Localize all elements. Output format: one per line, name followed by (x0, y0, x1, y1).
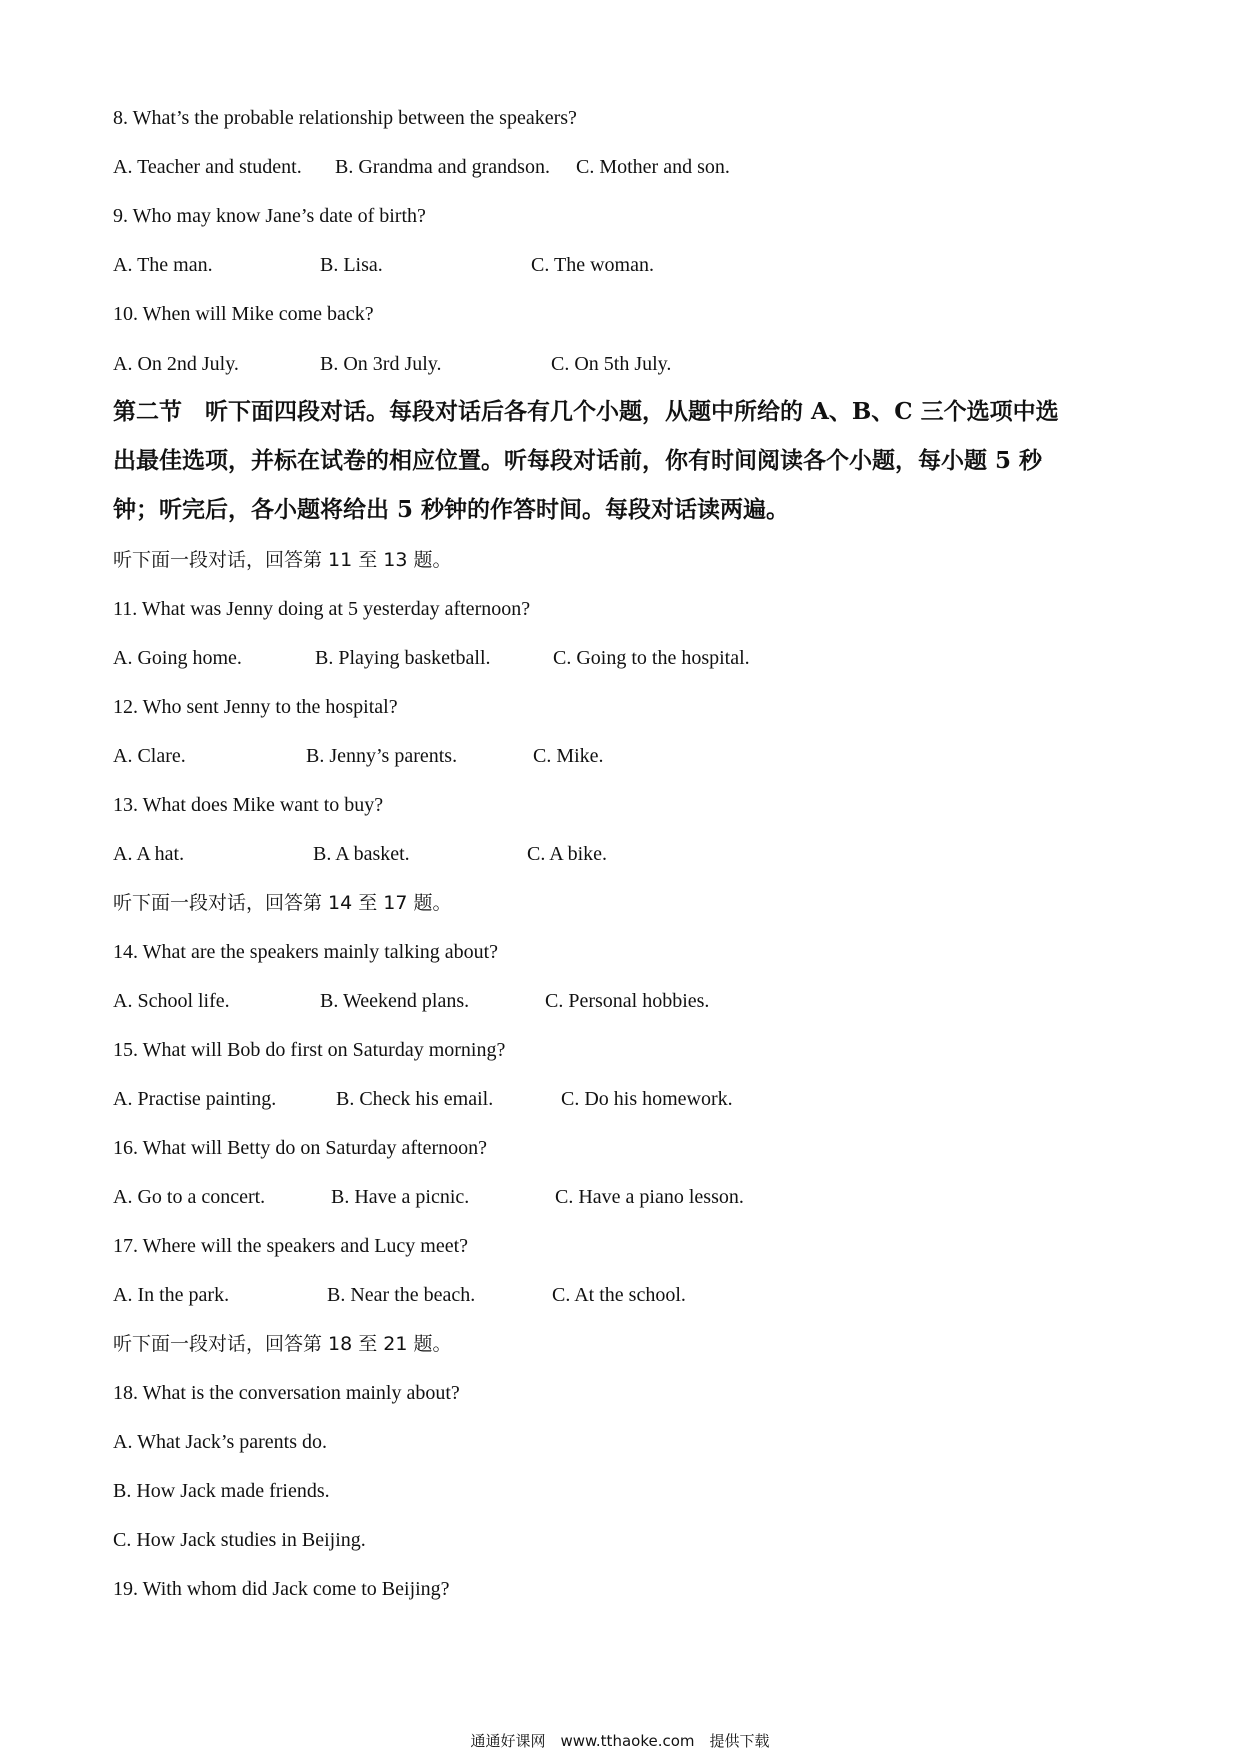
question-17: 17. Where will the speakers and Lucy meet? (113, 1235, 469, 1257)
q18-option-a: A. What Jack’s parents do. (113, 1431, 328, 1453)
q15-option-c: C. Do his homework. (561, 1088, 733, 1110)
q9-option-a: A. The man. (113, 254, 213, 276)
question-9: 9. Who may know Jane’s date of birth? (113, 205, 426, 227)
q12-option-b: B. Jenny’s parents. (306, 745, 458, 767)
q10-option-c: C. On 5th July. (551, 353, 672, 375)
q9-option-c: C. The woman. (531, 254, 654, 276)
question-8: 8. What’s the probable relationship between the speakers? (113, 107, 577, 129)
q14-option-b: B. Weekend plans. (320, 990, 470, 1012)
q8-option-a: A. Teacher and student. (113, 156, 302, 178)
q8-option-c: C. Mother and son. (576, 156, 730, 178)
q18-option-b: B. How Jack made friends. (113, 1480, 330, 1502)
q12-option-c: C. Mike. (533, 745, 604, 767)
q17-option-c: C. At the school. (552, 1284, 686, 1306)
q17-option-a: A. In the park. (113, 1284, 230, 1306)
q14-option-a: A. School life. (113, 990, 230, 1012)
question-15: 15. What will Bob do first on Saturday morning? (113, 1039, 506, 1061)
q11-option-b: B. Playing basketball. (315, 647, 491, 669)
page-footer: 通通好课网 www.tthaoke.com 提供下载 (470, 1732, 770, 1750)
section-2-line-2: 出最佳选项，并标在试卷的相应位置。听每段对话前，你有时间阅读各个小题，每小题 5 秒 (113, 447, 1043, 474)
q13-option-a: A. A hat. (113, 843, 185, 865)
q15-option-a: A. Practise painting. (113, 1088, 277, 1110)
q16-option-a: A. Go to a concert. (113, 1186, 266, 1208)
q13-option-c: C. A bike. (527, 843, 608, 865)
instruction-18-21: 听下面一段对话，回答第 18 至 21 题。 (113, 1333, 452, 1355)
question-16: 16. What will Betty do on Saturday afternoon? (113, 1137, 487, 1159)
section-2-line-1: 第二节 听下面四段对话。每段对话后各有几个小题，从题中所给的 A、B、C 三个选项中选 (113, 398, 1059, 425)
question-19: 19. With whom did Jack come to Beijing? (113, 1578, 450, 1600)
question-12: 12. Who sent Jenny to the hospital? (113, 696, 398, 718)
question-14: 14. What are the speakers mainly talking about? (113, 941, 499, 963)
q12-option-a: A. Clare. (113, 745, 186, 767)
section-2-line-3: 钟；听完后，各小题将给出 5 秒钟的作答时间。每段对话读两遍。 (113, 496, 790, 523)
question-11: 11. What was Jenny doing at 5 yesterday afternoon? (113, 598, 531, 620)
question-13: 13. What does Mike want to buy? (113, 794, 384, 816)
q14-option-c: C. Personal hobbies. (545, 990, 710, 1012)
q11-option-c: C. Going to the hospital. (553, 647, 750, 669)
q16-option-b: B. Have a picnic. (331, 1186, 470, 1208)
question-10: 10. When will Mike come back? (113, 303, 374, 325)
q16-option-c: C. Have a piano lesson. (555, 1186, 744, 1208)
q8-option-b: B. Grandma and grandson. (335, 156, 550, 178)
instruction-14-17: 听下面一段对话，回答第 14 至 17 题。 (113, 892, 452, 914)
q15-option-b: B. Check his email. (336, 1088, 494, 1110)
q13-option-b: B. A basket. (313, 843, 410, 865)
q11-option-a: A. Going home. (113, 647, 242, 669)
q10-option-a: A. On 2nd July. (113, 353, 239, 375)
question-18: 18. What is the conversation mainly about? (113, 1382, 460, 1404)
q10-option-b: B. On 3rd July. (320, 353, 442, 375)
q18-option-c: C. How Jack studies in Beijing. (113, 1529, 366, 1551)
q17-option-b: B. Near the beach. (327, 1284, 476, 1306)
instruction-11-13: 听下面一段对话，回答第 11 至 13 题。 (113, 549, 452, 571)
q9-option-b: B. Lisa. (320, 254, 383, 276)
